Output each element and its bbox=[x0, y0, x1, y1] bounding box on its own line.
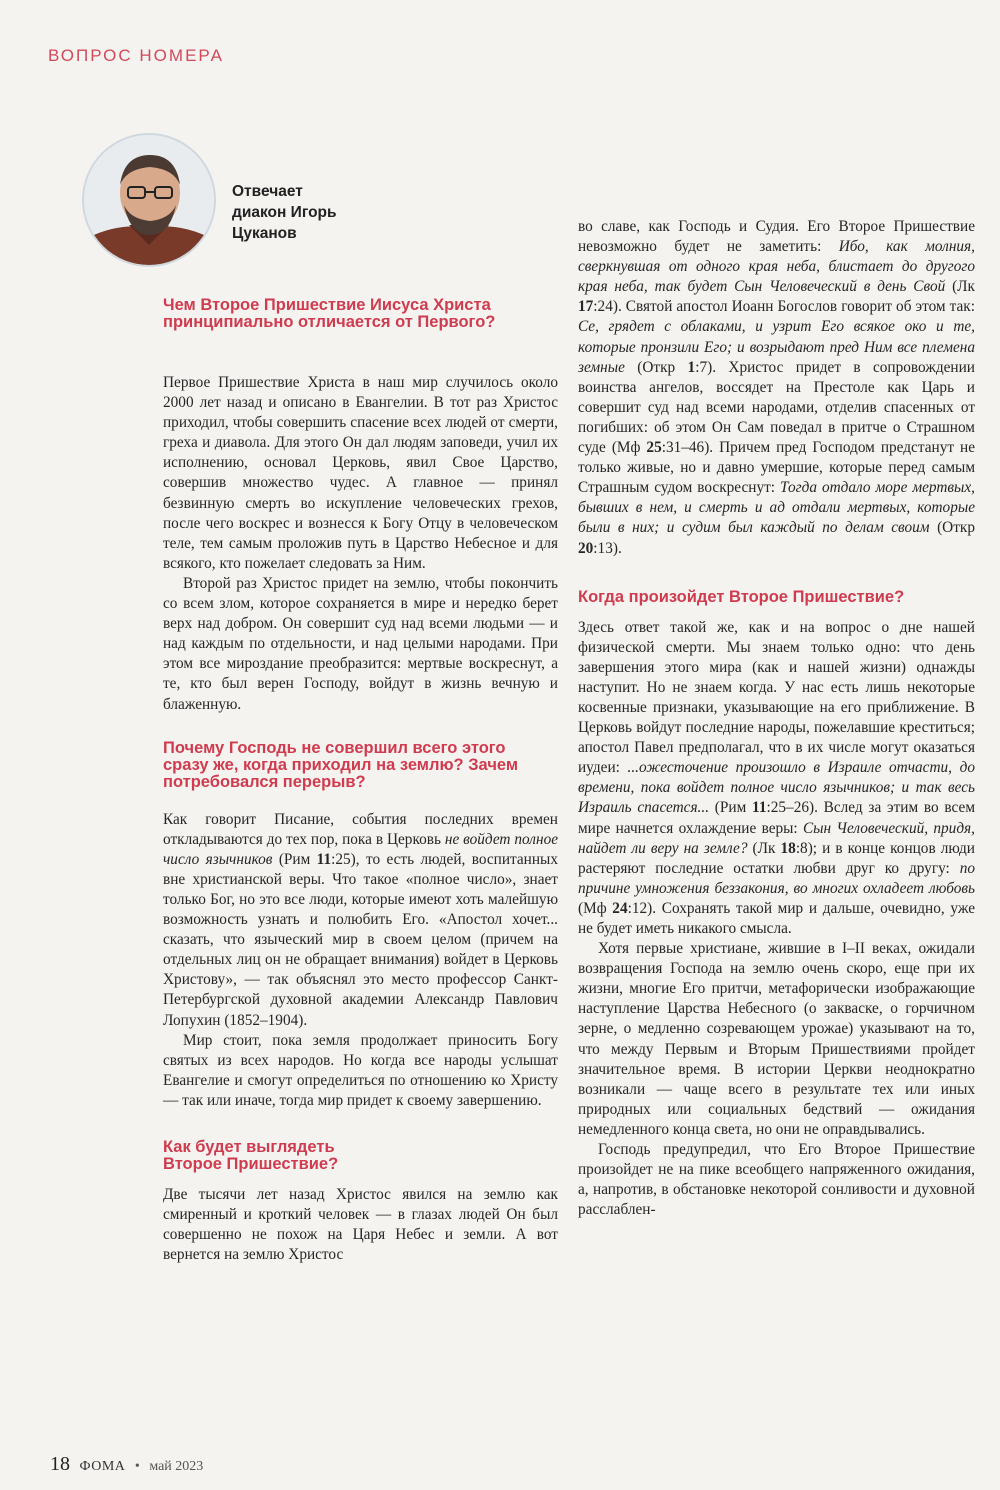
answer-4-paragraph-1: Здесь ответ такой же, как и на вопрос о дне нашей физической смерти. Мы знаем только одно: что день завершения этого мира (как и нашей жизни) однажды наступит. Но не знаем когда. У нас есть лишь некоторые косвенные признаки, указывающие на его приближение. В Церковь войдут последние народы, пожелавшие креститься; апостол Павел предполагал, что в их числе могут оказаться иудеи: ...ожесточение произошло в Израиле отчасти, до времени, пока войдет полное число язычников; и так весь Израиль спасется... (Рим 11:25–26). Вслед за этим во всем мире начнется охлаждение веры: Сын Человеческий, придя, найдет ли веру на земле? (Лк 18:8); и в конце концов люди растеряют последние остатки любви друг ко другу: по причине умножения беззакония, во многих охладеет любовь (Мф 24:12). Сохранять такой мир и дальше, очевидно, уже не будет иметь никакого смысла. bbox=[578, 618, 975, 937]
question-3-heading: Как будет выглядеть Второе Пришествие? bbox=[163, 1138, 339, 1173]
answer-3-paragraph-1: Две тысячи лет назад Христос явился на землю как смиренный и кроткий человек — в глазах людей Он был совершенно не похож на Царя Небес и земли. А вот вернется на землю Христос bbox=[163, 1186, 558, 1264]
left-column bbox=[163, 297, 558, 1265]
answer-4-paragraph-3: Господь предупредил, что Его Второе Пришествие произойдет не на пике всеобщего напряженного ожидания, а, напротив, в обстановке некоторой сонливости и духовной расслаблен- bbox=[578, 1141, 975, 1219]
answer-1-paragraph-1: Первое Пришествие Христа в наш мир случилось около 2000 лет назад и описано в Евангелии. В тот раз Христос приходил, чтобы совершить спасение всех людей от смерти, греха и диавола. Для этого Он дал людям заповеди, учил их исполнению, основал Церковь, явил Свое Царство, совершив множество чудес. А главное — принял безвинную смерть во искупление человеческих грехов, после чего воскрес и вознесся к Богу Отцу в человеческом теле, тем самым проложив путь в Царство Небесное и для всякого, кто пожелает следовать за Ним. bbox=[163, 374, 558, 572]
question-4-heading: Когда произойдет Второе Пришествие? bbox=[578, 587, 905, 606]
answer-3-continuation: во славе, как Господь и Судия. Его Второе Пришествие невозможно будет не заметить: Ибо, как молния, сверкнувшая от одного края неба, блистает до другого края неба, так будет Сын Человеческий в день Свой (Лк 17:24). Святой апостол Иоанн Богослов говорит об этом так: Се, грядет с облаками, и узрит Его всякое око и те, которые пронзили Его; и возрыдают пред Ним все племена земные (Откр 1:7). Христос придет в сопровождении воинства ангелов, воссядет на Престоле как Царь и совершит суд над всеми народами, отделив спасенных от погибших: об этом Он Сам поведал в притче о Страшном суде (Мф 25:31–46). Причем пред Господом предстанут не только живые, но и давно умершие, которые перед самым Страшным судом воскреснут: Тогда отдало море мертвых, бывших в нем, и смерть и ад отдали мертвых, которые были в них; и судим был каждый по делам своим (Откр 20:13). bbox=[578, 218, 976, 557]
page-number: 18 bbox=[50, 1453, 70, 1475]
author-photo bbox=[82, 133, 216, 267]
answer-2-paragraph-1: Как говорит Писание, события последних времен откладываются до тех пор, пока в Церковь не войдет полное число язычников (Рим 11:25), то есть людей, воспитанных вне христианской веры. Что такое «полное число», знает только Бог, но это все люди, которые имеют хоть малейшую возможность узнать и полюбить Его. «Апостол хочет... сказать, что языческий мир в своем целом (причем на отдельных лиц он не обращает внимания) войдет в Церковь Христову», — так объяснял это место профессор Санкт-Петербургской духовной академии Александр Павлович Лопухин (1852–1904). bbox=[163, 810, 559, 1029]
section-label: ВОПРОС НОМЕРА bbox=[48, 46, 224, 65]
question-2-heading: Почему Господь не совершил всего этого сразу же, когда приходил на землю? Зачем потребовался перерыв? bbox=[163, 738, 519, 791]
answer-1-paragraph-2: Второй раз Христос придет на землю, чтобы покончить со всем злом, которое сохраняется в мире и нередко берет верх над добром. Он совершит суд над всеми людьми — и над каждым по отдельности, и над целыми народами. При этом все мироздание преобразится: мертвые воскреснут, а те, кто был верен Господу, войдут в жизнь вечную и блаженную. bbox=[163, 574, 558, 713]
issue-date: май 2023 bbox=[149, 1459, 204, 1474]
right-column bbox=[578, 217, 975, 1220]
question-1-heading: Чем Второе Пришествие Иисуса Христа принципиально отличается от Первого? bbox=[163, 296, 496, 331]
footer-separator: • bbox=[134, 1459, 140, 1474]
page-footer bbox=[50, 1453, 203, 1476]
author-line-3: Цуканов bbox=[232, 225, 297, 242]
answer-4-paragraph-2: Хотя первые христиане, жившие в I–II веках, ожидали возвращения Господа на землю очень скоро, еще при их жизни, многие Его притчи, метафорически изображающие наступление Царства Небесного (о закваске, о горчичном зерне, о медленно созревающем урожае) указывают на то, что между Первым и Вторым Пришествиями пройдет значительное время. В истории Церкви неоднократно возникали — чаще всего в результате тех или иных природных или социальных бедствий — ожидания немедленного конца света, но они не оправдывались. bbox=[578, 940, 975, 1138]
magazine-name: ФОМА bbox=[79, 1459, 126, 1474]
answer-2-paragraph-2: Мир стоит, пока земля продолжает приносить Богу святых из всех народов. Но когда все народы услышат Евангелие и смогут определиться по отношению ко Христу — так или иначе, тогда мир придет к своему завершению. bbox=[163, 1031, 558, 1109]
author-credit bbox=[232, 181, 402, 244]
author-line-2: диакон Игорь bbox=[232, 204, 337, 221]
author-line-1: Отвечает bbox=[232, 183, 303, 200]
